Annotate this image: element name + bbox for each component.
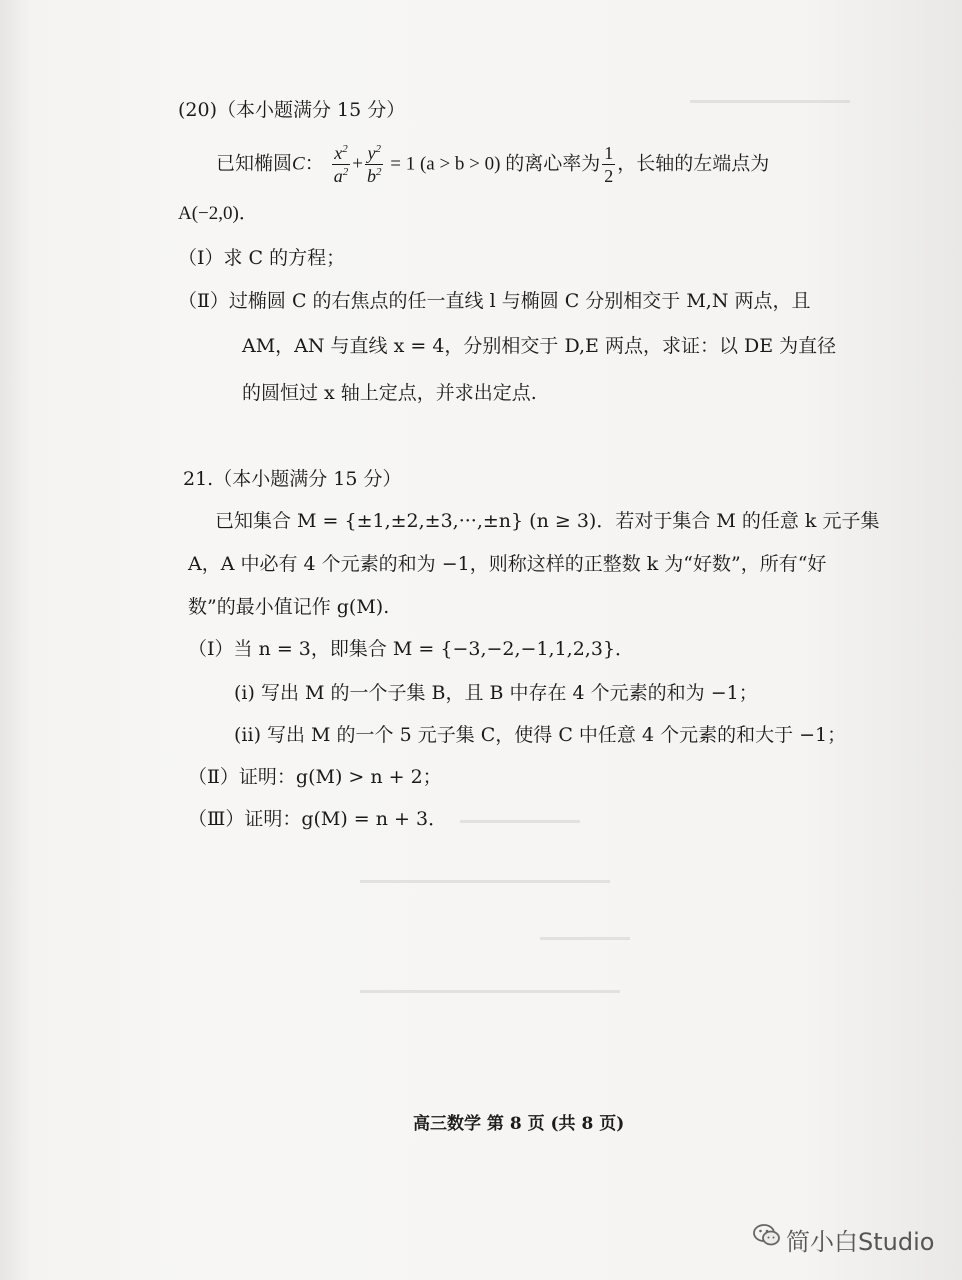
q20-ellipse-name: C: [292, 153, 305, 175]
bleed-mark: [360, 990, 620, 993]
wechat-icon: [752, 1222, 782, 1248]
q21-part3: （Ⅲ）证明：g(M) = n + 3．: [188, 808, 448, 830]
q20-intro-pre: 已知椭圆: [216, 152, 293, 175]
bleed-mark: [360, 880, 610, 883]
q20-intro: 已知椭圆C： $\frac{x^2}{a^2}$ + $\frac{y^2}{b^2}$ = 1 (a > b > 0) 的离心率为 $\frac{1}{2}$ ，长轴的左端点为: [216, 143, 770, 186]
q21-header: 21.（本小题满分 15 分）: [183, 468, 402, 490]
fraction-x-over-a: $\frac{x^2}{a^2}$: [333, 143, 349, 186]
q20-part2-line3: 的圆恒过 x 轴上定点，并求出定点.: [242, 382, 537, 404]
q21-line3: 数”的最小值记作 g(M).: [188, 596, 390, 618]
q20-part1: [178, 245, 345, 271]
part-label: （Ⅰ）: [178, 247, 224, 269]
q21-part1: （Ⅰ）当 n = 3，即集合 M = {−3,−2,−1,1,2,3}．: [188, 638, 635, 660]
fraction-y-over-b: $\frac{y^2}{b^2}$: [366, 143, 382, 186]
q20-point: A(−2,0)．: [178, 203, 258, 224]
q20-condition: = 1 (a > b > 0) 的离心率为: [385, 153, 601, 175]
fraction-one-half: $\frac{1}{2}$: [604, 143, 614, 186]
q20-colon: ：: [304, 152, 324, 175]
part-text: 过椭圆 C 的右焦点的任一直线 l 与椭圆 C 分别相交于 M,N 两点，且: [228, 290, 811, 312]
q21-sub-i: (i) 写出 M 的一个子集 B，且 B 中存在 4 个元素的和为 −1；: [234, 682, 758, 704]
q20-part2-line2: AM，AN 与直线 x = 4，分别相交于 D,E 两点，求证：以 DE 为直径: [242, 335, 837, 357]
bleed-mark: [690, 100, 850, 103]
page-footer: 高三数学 第 8 页 (共 8 页): [413, 1114, 625, 1134]
bleed-mark: [540, 937, 630, 940]
q20-tail: ，长轴的左端点为: [617, 152, 770, 175]
q21-line2: A，A 中必有 4 个元素的和为 −1，则称这样的正整数 k 为“好数”，所有“好: [188, 553, 827, 575]
q21-sub-ii: (ii) 写出 M 的一个 5 元子集 C，使得 C 中任意 4 个元素的和大于 −1；: [234, 724, 847, 746]
q21-part2: （Ⅱ）证明：g(M) > n + 2；: [188, 766, 442, 788]
part-text: 求 C 的方程；: [223, 247, 346, 269]
q21-line1: 已知集合 M = {±1,±2,±3,···,±n} (n ≥ 3)．若对于集合 M 的任意 k 元子集: [215, 510, 880, 532]
q20-header: (20)（本小题满分 15 分）: [178, 99, 406, 121]
part-label: （Ⅱ）: [178, 290, 229, 312]
watermark-text: 简小白Studio: [786, 1228, 935, 1256]
q20-part2-line1: [178, 288, 811, 314]
bleed-mark: [460, 820, 580, 823]
